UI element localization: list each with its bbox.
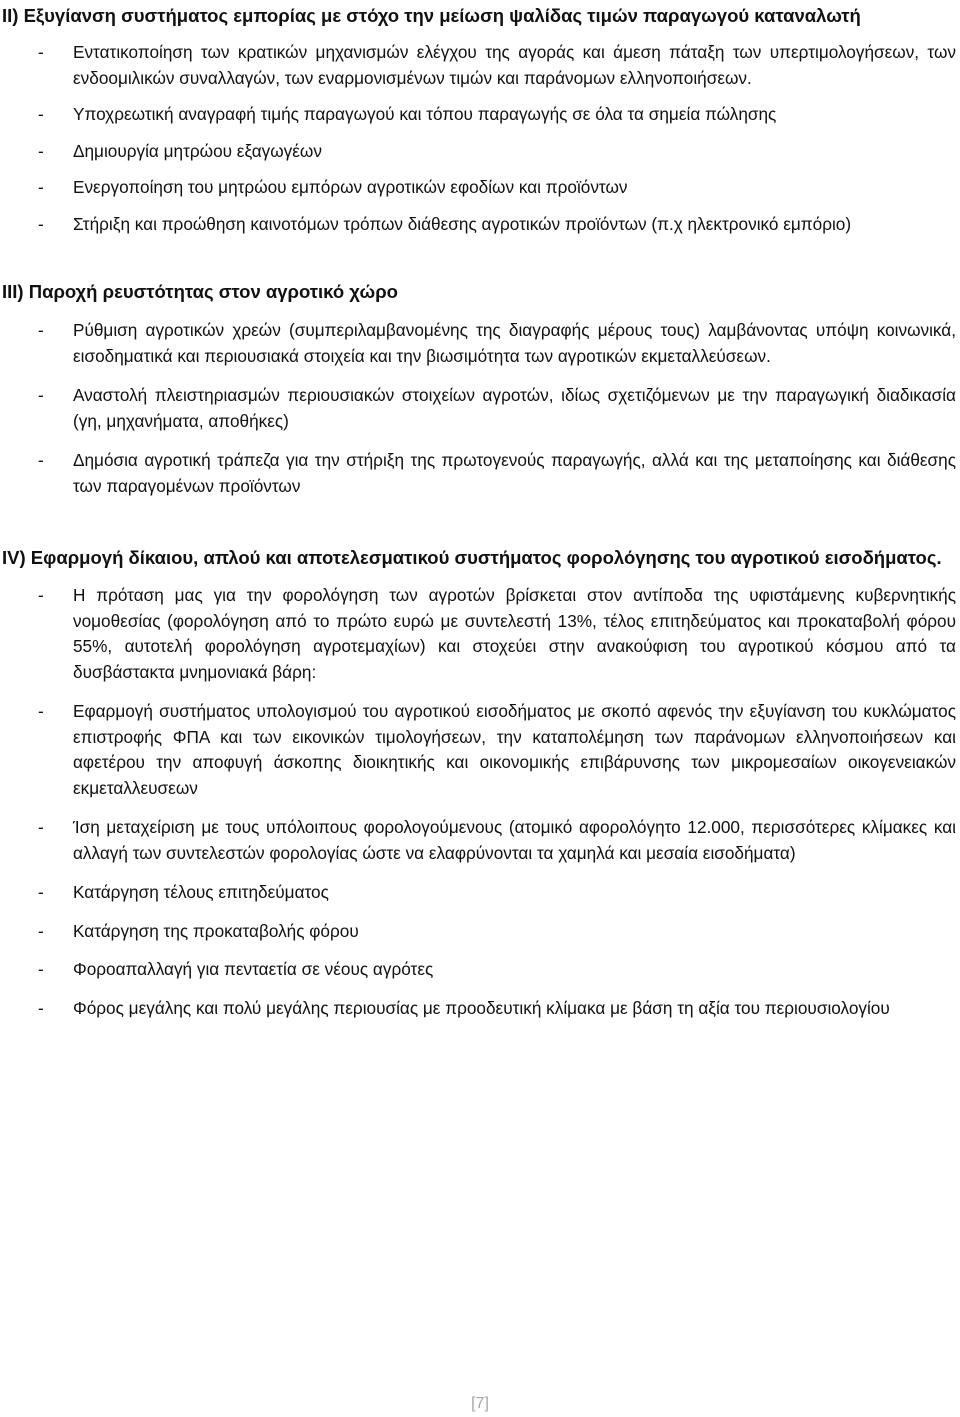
list-item [2, 996, 956, 1022]
list-item [2, 699, 956, 801]
list-item [2, 583, 956, 685]
list-marker: - [38, 959, 44, 979]
section-iii [2, 279, 956, 499]
section-iv [2, 545, 956, 1021]
list-marker: - [38, 817, 44, 837]
list-item-text: Η πρόταση μας για την φορολόγηση των αγροτών βρίσκεται στον αντίποδα της υφιστάμενης κυβερνητικής νομοθεσίας (φορολόγηση από το πρώτο ευρώ με συντελεστή 13%, τέλος επιτηδεύματος και προκαταβολή φόρου 55%, αυτοτελή φορολόγηση αγροτεμαχίων) και στοχεύει στην ανακούφιση του αγροτικού κόσμου από τα δυσβάστακτα μνημονιακά βάρη: [73, 585, 956, 682]
list-item-text: Φόρος μεγάλης και πολύ μεγάλης περιουσίας με προοδευτική κλίμακα με βάση τη αξία του περιουσιολογίου [73, 997, 890, 1018]
list-item [2, 957, 956, 983]
list-item-text: Κατάργηση της προκαταβολής φόρου [73, 920, 359, 941]
list-item-text: Στήριξη και προώθηση καινοτόμων τρόπων διάθεσης αγροτικών προϊόντων (π.χ ηλεκτρονικό εμπόριο) [73, 213, 852, 234]
list-marker: - [38, 213, 44, 234]
list-marker: - [38, 104, 44, 124]
list-item-text: Δημιουργία μητρώου εξαγωγέων [73, 140, 322, 161]
list-item-text: Κατάργηση τέλους επιτηδεύματος [73, 882, 329, 902]
bullet-list [2, 583, 956, 1021]
list-item-text: Υποχρεωτική αναγραφή τιμής παραγωγού και τόπου παραγωγής σε όλα τα σημεία πώλησης [73, 104, 777, 124]
bullet-list [2, 40, 956, 237]
section-ii [2, 3, 956, 237]
list-item [2, 175, 956, 201]
list-marker: - [38, 385, 44, 405]
bullet-list [2, 318, 956, 499]
list-item [2, 318, 956, 369]
list-item [2, 40, 956, 91]
list-item [2, 880, 956, 906]
section-heading: II) Εξυγίανση συστήματος εμπορίας με στόχο την μείωση ψαλίδας τιμών παραγωγού καταναλωτή [2, 5, 861, 26]
list-item-text: Φοροαπαλλαγή για πενταετία σε νέους αγρότες [73, 959, 434, 979]
list-marker: - [38, 320, 44, 340]
list-item [2, 815, 956, 866]
list-item-text: Δημόσια αγροτική τράπεζα για την στήριξη της πρωτογενούς παραγωγής, αλλά και της μεταποίησης και διάθεσης των παραγομένων προϊόντων [73, 450, 956, 496]
list-marker: - [38, 701, 44, 721]
section-heading: IV) Εφαρμογή δίκαιου, απλού και αποτελεσματικού συστήματος φορολόγησης του αγροτικού εισοδήματος. [2, 547, 942, 568]
section-heading: III) Παροχή ρευστότητας στον αγροτικό χώρο [2, 281, 398, 302]
list-item [2, 383, 956, 434]
list-marker: - [38, 140, 44, 161]
list-marker: - [38, 450, 44, 470]
list-item [2, 102, 956, 128]
list-item [2, 212, 956, 238]
list-item-text: Ενεργοποίηση του μητρώου εμπόρων αγροτικών εφοδίων και προϊόντων [73, 177, 628, 197]
list-item-text: Εντατικοποίηση των κρατικών μηχανισμών ελέγχου της αγοράς και άμεση πάταξη των υπερτιμολογήσεων, των ενδοομιλικών συναλλαγών, των εναρμονισμένων τιμών και παράνομων ελληνοποιήσεων. [73, 42, 956, 88]
list-marker: - [38, 882, 44, 902]
list-marker: - [38, 177, 44, 197]
list-marker: - [38, 997, 44, 1018]
page-number: [7] [471, 1395, 489, 1412]
list-item-text: Εφαρμογή συστήματος υπολογισμού του αγροτικού εισοδήματος με σκοπό αφενός την εξυγίανση του κυκλώματος επιστροφής ΦΠΑ και των εικονικών τιμολογήσεων, την καταπολέμηση των παράνομων ελληνοποιήσεων και αφετέρου την αποφυγή άσκοπης διοικητικής και οικονομικής επιβάρυνσης των μικρομεσαίων οικογενειακών εκμεταλλευσεων [73, 701, 956, 798]
list-item [2, 139, 956, 165]
list-marker: - [38, 585, 44, 605]
list-item-text: Ρύθμιση αγροτικών χρεών (συμπεριλαμβανομένης της διαγραφής μέρους τους) λαμβάνοντας υπόψη κοινωνικά, εισοδηματικά και περιουσιακά στοιχεία και την βιωσιμότητα των αγροτικών εκμεταλλεύσεων. [73, 320, 956, 366]
list-item-text: Αναστολή πλειστηριασμών περιουσιακών στοιχείων αγροτών, ιδίως σχετιζόμενων με την παραγωγική διαδικασία (γη, μηχανήματα, αποθήκες) [73, 385, 956, 431]
list-item-text: Ίση μεταχείριση με τους υπόλοιπους φορολογούμενους (ατομικό αφορολόγητο 12.000, περισσότερες κλίμακες και αλλαγή των συντελεστών φορολογίας ώστε να ελαφρύνονται τα χαμηλά και μεσαία εισοδήματα) [73, 817, 956, 863]
list-marker: - [38, 42, 44, 62]
list-marker: - [38, 920, 44, 941]
list-item [2, 448, 956, 499]
list-item [2, 919, 956, 945]
